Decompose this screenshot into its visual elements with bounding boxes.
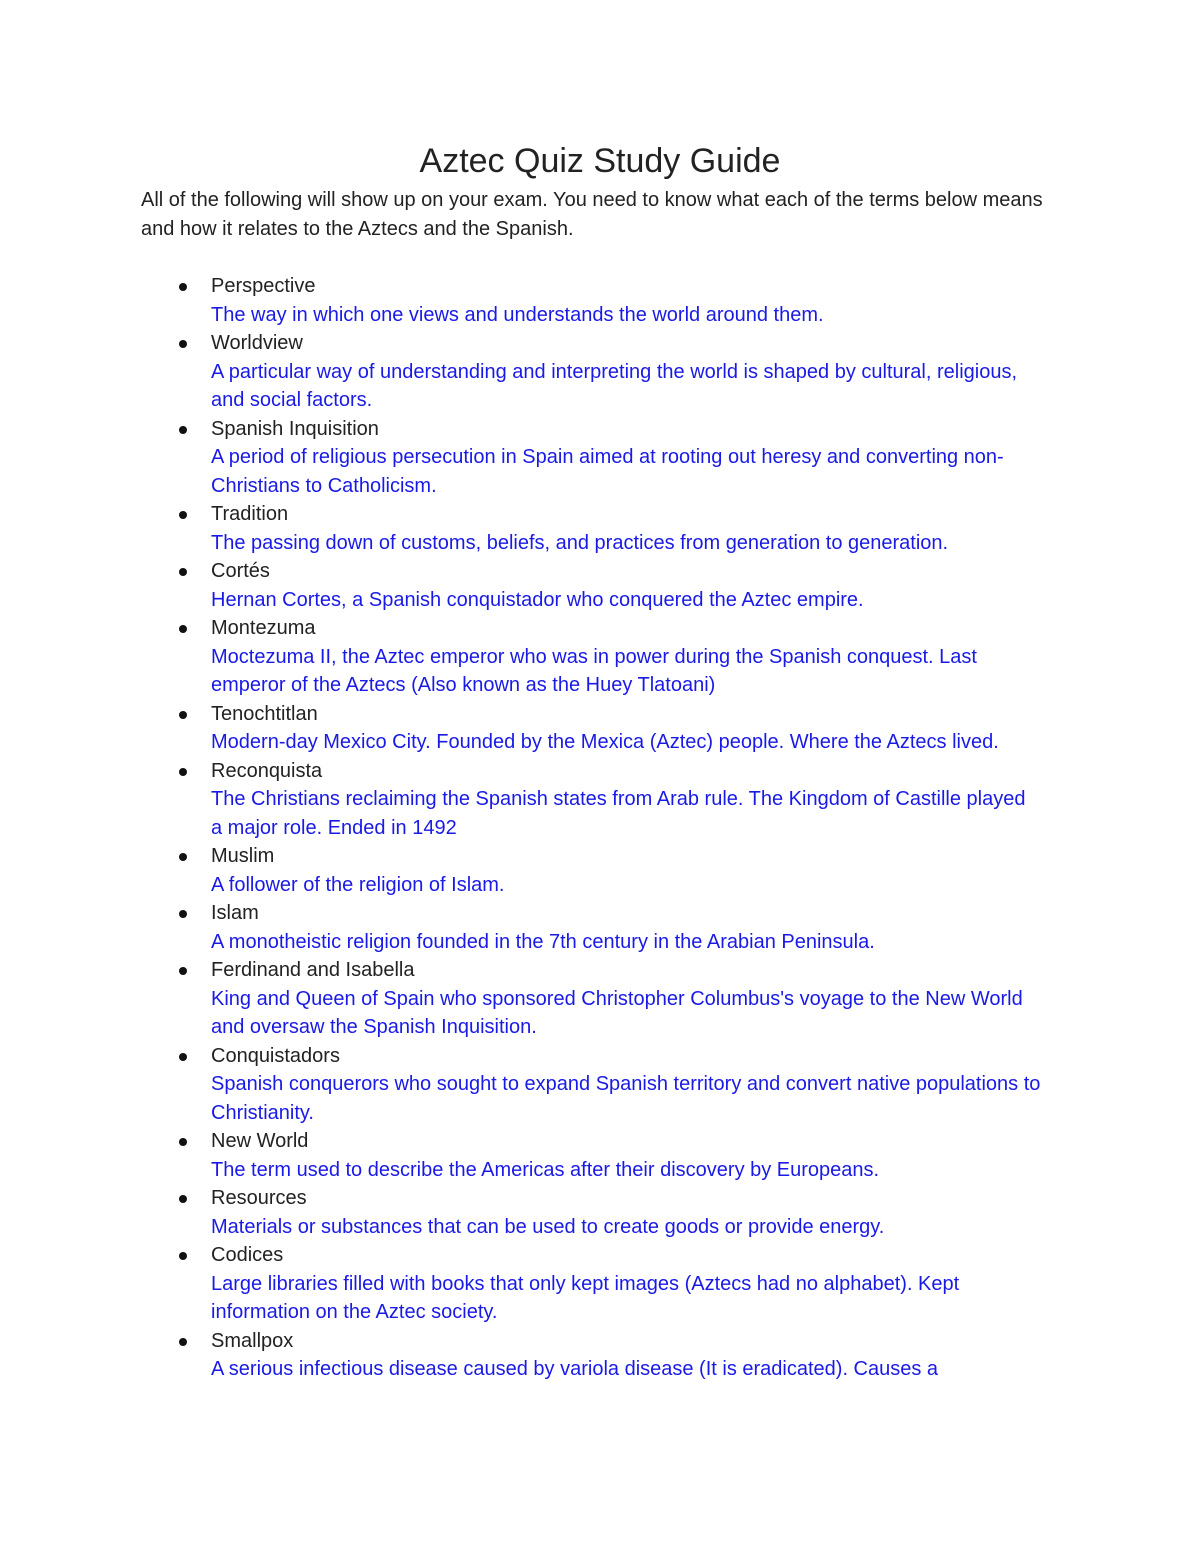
term-definition: Materials or substances that can be used to create goods or provide energy.	[211, 1215, 885, 1238]
list-item	[0, 757, 1041, 843]
bullet-icon	[179, 910, 187, 918]
term-definition: Spanish conquerors who sought to expand Spanish territory and convert native populations to Christianity.	[211, 1073, 1041, 1124]
list-item	[0, 899, 1041, 956]
bullet-icon	[179, 1138, 187, 1146]
term-name: Tradition	[211, 503, 289, 525]
term-name: Worldview	[211, 332, 303, 354]
list-item	[0, 614, 1041, 700]
intro-paragraph: All of the following will show up on your exam. You need to know what each of the terms below means and how it relates to the Aztecs and the Spanish.	[141, 189, 1043, 240]
list-item	[0, 272, 1041, 329]
list-item	[0, 500, 1041, 557]
term-name: Spanish Inquisition	[211, 417, 379, 440]
term-name: Tenochtitlan	[211, 702, 318, 725]
bullet-icon	[179, 283, 187, 291]
term-name: Montezuma	[211, 617, 316, 639]
list-item	[0, 557, 1041, 614]
bullet-icon	[179, 511, 187, 519]
term-definition: A monotheistic religion founded in the 7th century in the Arabian Peninsula.	[211, 930, 875, 953]
term-name: Resources	[211, 1187, 307, 1209]
term-name: Conquistadors	[211, 1044, 340, 1067]
list-item	[0, 1042, 1041, 1128]
terms-list	[0, 272, 1200, 1384]
term-name: Perspective	[211, 275, 316, 297]
term-definition: The passing down of customs, beliefs, and practices from generation to generation.	[211, 531, 949, 554]
term-name: New World	[211, 1130, 309, 1152]
term-definition: The way in which one views and understands the world around them.	[211, 303, 824, 326]
page-title: Aztec Quiz Study Guide	[419, 142, 781, 180]
bullet-icon	[179, 853, 187, 861]
bullet-icon	[179, 568, 187, 576]
bullet-icon	[179, 711, 187, 719]
list-item	[0, 1327, 1041, 1384]
bullet-icon	[179, 625, 187, 633]
term-definition: A particular way of understanding and interpreting the world is shaped by cultural, religious, and social factors.	[211, 360, 1018, 411]
bullet-icon	[179, 1338, 187, 1346]
bullet-icon	[179, 967, 187, 975]
list-item	[0, 1127, 1041, 1184]
term-definition: King and Queen of Spain who sponsored Christopher Columbus's voyage to the New World and oversaw the Spanish Inquisition.	[211, 987, 1023, 1038]
term-name: Reconquista	[211, 759, 323, 782]
bullet-icon	[179, 1053, 187, 1061]
bullet-icon	[179, 426, 187, 434]
list-item	[0, 1184, 1041, 1241]
bullet-icon	[179, 340, 187, 348]
term-name: Smallpox	[211, 1329, 294, 1352]
term-definition: A follower of the religion of Islam.	[211, 873, 505, 896]
term-definition: A serious infectious disease caused by variola disease (It is eradicated). Causes a	[211, 1358, 939, 1380]
term-definition: Moctezuma II, the Aztec emperor who was in power during the Spanish conquest. Last emperor of the Aztecs (Also known as the Huey Tlatoani)	[211, 645, 977, 696]
term-definition: Large libraries filled with books that only kept images (Aztecs had no alphabet). Kept information on the Aztec society.	[211, 1272, 960, 1323]
term-definition: The Christians reclaiming the Spanish states from Arab rule. The Kingdom of Castille played a major role. Ended in 1492	[211, 788, 1026, 839]
term-name: Islam	[211, 902, 259, 924]
term-definition: Hernan Cortes, a Spanish conquistador who conquered the Aztec empire.	[211, 588, 864, 611]
list-item	[0, 842, 1041, 899]
term-name: Codices	[211, 1244, 284, 1266]
bullet-icon	[179, 1252, 187, 1260]
bullet-icon	[179, 1195, 187, 1203]
list-item	[0, 700, 1041, 757]
term-name: Ferdinand and Isabella	[211, 959, 415, 981]
list-item	[0, 415, 1041, 501]
bullet-icon	[179, 768, 187, 776]
term-definition: Modern-day Mexico City. Founded by the Mexica (Aztec) people. Where the Aztecs lived.	[211, 731, 999, 753]
term-definition: A period of religious persecution in Spain aimed at rooting out heresy and converting non-Christians to Catholicism.	[211, 446, 1004, 497]
list-item	[0, 956, 1041, 1042]
list-item	[0, 1241, 1041, 1327]
term-definition: The term used to describe the Americas after their discovery by Europeans.	[211, 1158, 880, 1181]
term-name: Muslim	[211, 845, 275, 867]
list-item	[0, 329, 1041, 415]
term-name: Cortés	[211, 560, 270, 582]
